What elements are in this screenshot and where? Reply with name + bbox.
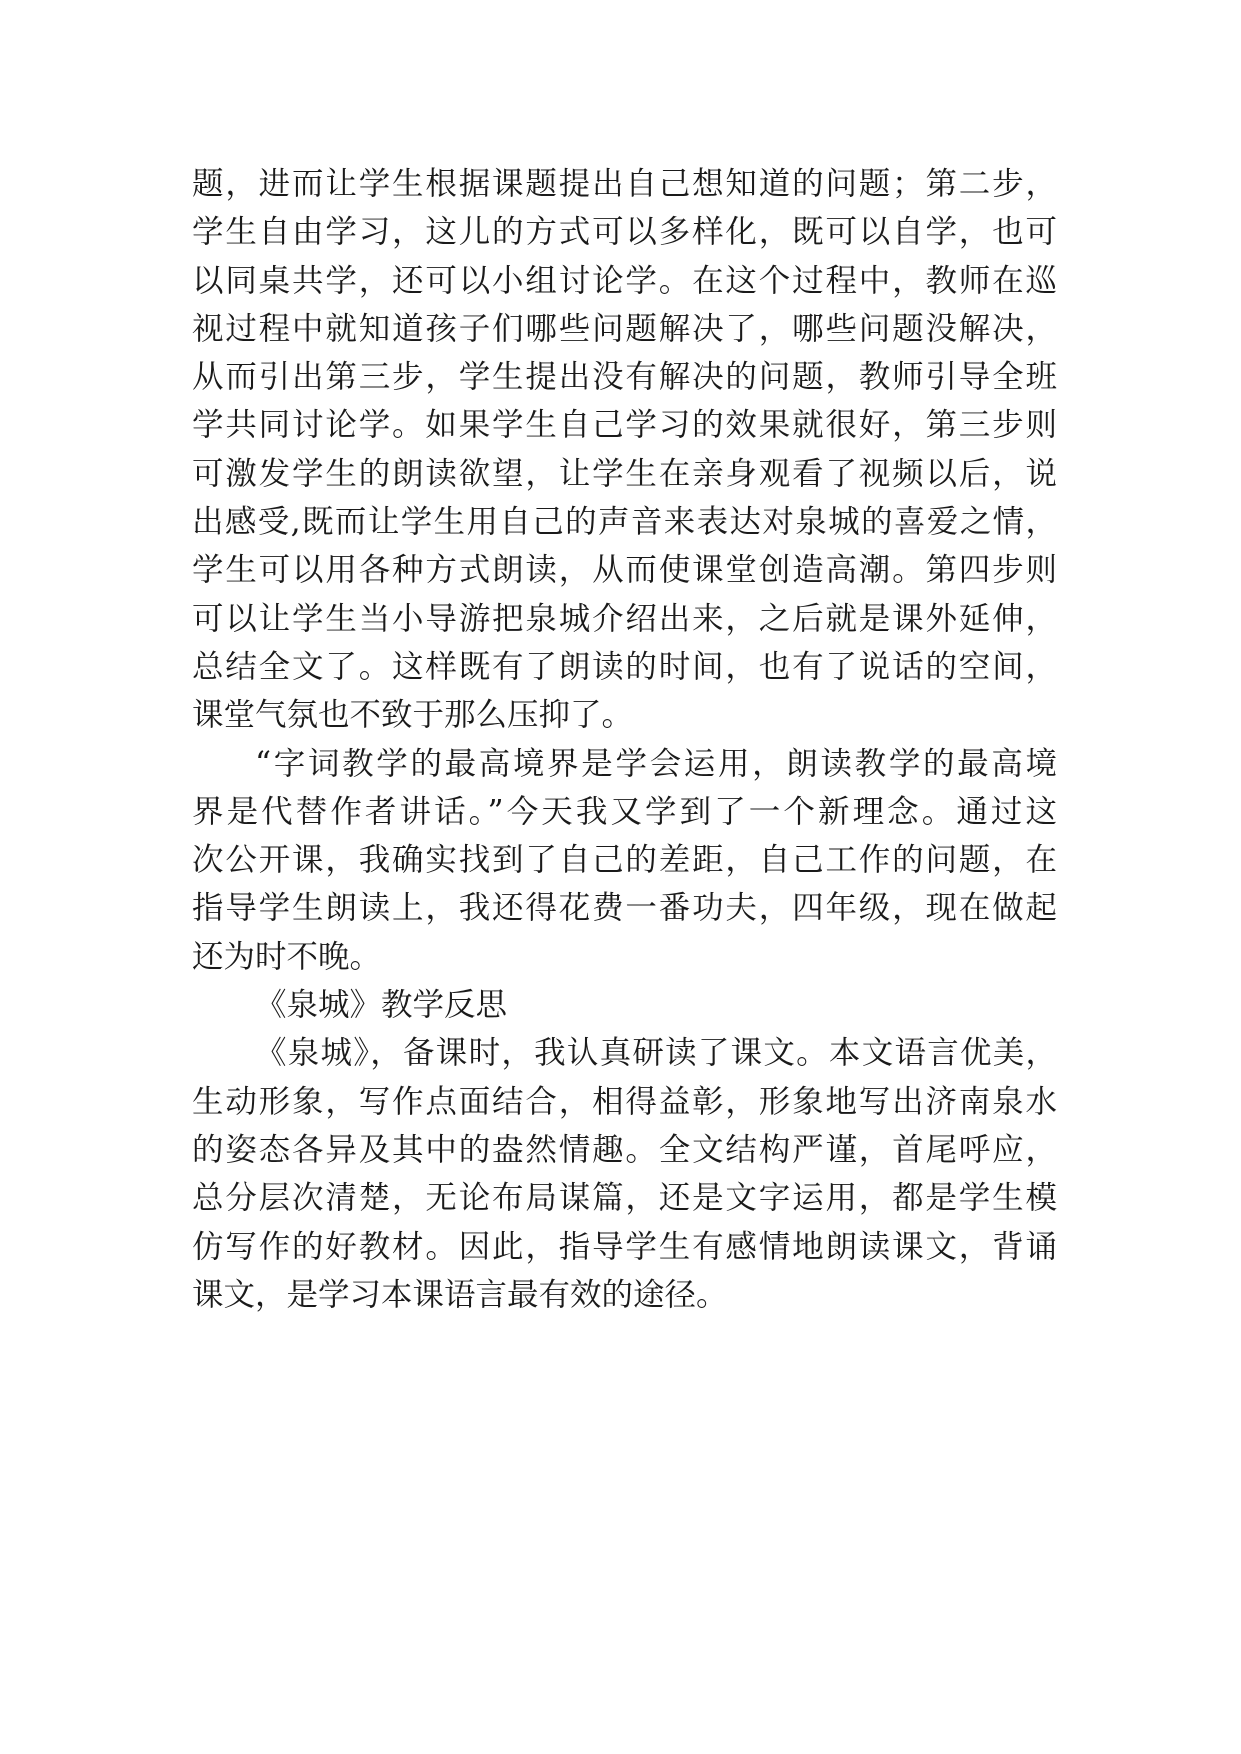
text-line: 可以让学生当小导游把泉城介绍出来，之后就是课外延伸， [192,600,1057,637]
text-line: 题，进而让学生根据课题提出自己想知道的问题；第二步， [192,166,1057,202]
text-line: 学生可以用各种方式朗读，从而使课堂创造高潮。第四步则 [192,552,1057,589]
text-line: 仿写作的好教材。因此，指导学生有感情地朗读课文，背诵 [192,1228,1057,1265]
text-line: 总分层次清楚，无论布局谋篇，还是文字运用，都是学生模 [192,1180,1057,1217]
text-line: 课文，是学习本课语言最有效的途径。 [192,1276,728,1313]
heading-title: 《泉城》教学反思 [255,987,508,1024]
paragraph-3 [192,1029,1057,1319]
text-line: 生动形象，写作点面结合，相得益彰，形象地写出济南泉水 [192,1083,1057,1120]
text-line: 指导学生朗读上，我还得花费一番功夫，四年级，现在做起 [192,890,1057,927]
section-heading [192,981,1057,1029]
document-page [192,160,1057,1319]
paragraph-1 [192,160,1057,740]
text-line: 《泉城》，备课时，我认真研读了课文。本文语言优美， [255,1035,1057,1072]
text-line: 出感受,既而让学生用自己的声音来表达对泉城的喜爱之情， [192,504,1057,541]
text-line: 以同桌共学，还可以小组讨论学。在这个过程中，教师在巡 [192,262,1057,299]
text-line: 可激发学生的朗读欲望，让学生在亲身观看了视频以后，说 [192,455,1057,492]
text-line: 学生自由学习，这儿的方式可以多样化，既可以自学，也可 [192,214,1057,251]
text-line: 总结全文了。这样既有了朗读的时间，也有了说话的空间， [192,648,1057,685]
text-line: 视过程中就知道孩子们哪些问题解决了，哪些问题没解决， [192,310,1057,347]
text-line: 从而引出第三步，学生提出没有解决的问题，教师引导全班 [192,359,1057,396]
text-line: 次公开课，我确实找到了自己的差距，自己工作的问题，在 [192,842,1057,879]
text-line: 界是代替作者讲话。”今天我又学到了一个新理念。通过这 [192,793,1057,830]
text-line: 课堂气氛也不致于那么压抑了。 [192,697,634,734]
text-line: 学共同讨论学。如果学生自己学习的效果就很好，第三步则 [192,407,1057,444]
paragraph-2 [192,740,1057,981]
text-line: “字词教学的最高境界是学会运用，朗读教学的最高境 [255,745,1057,782]
text-line: 还为时不晚。 [192,938,382,975]
text-line: 的姿态各异及其中的盎然情趣。全文结构严谨，首尾呼应， [192,1131,1057,1168]
